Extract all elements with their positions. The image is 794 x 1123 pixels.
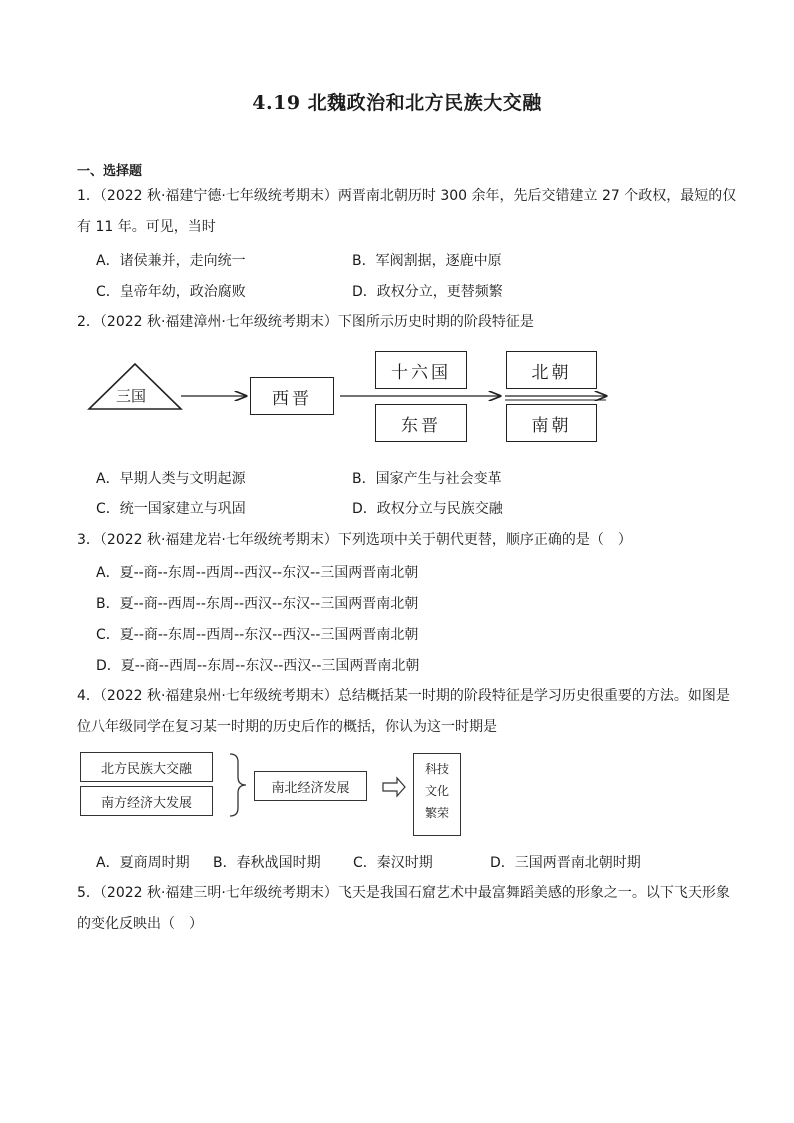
q3-option-d[interactable]: D．夏--商--西周--东周--东汉--西汉--三国两晋南北朝 (96, 658, 420, 674)
q1-stem-line2: 有 11 年。可见，当时 (77, 219, 216, 235)
q1-option-a[interactable]: A．诸侯兼并，走向统一 (96, 253, 246, 269)
q2-stem: 2．（2022 秋·福建漳州·七年级统考期末）下图所示历史时期的阶段特征是 (77, 314, 534, 330)
nanchao-box: 南朝 (506, 404, 597, 442)
dongjin-box: 东晋 (375, 404, 467, 442)
sci-culture-box (413, 753, 461, 836)
q2-option-c[interactable]: C．统一国家建立与巩固 (96, 501, 246, 517)
q2-option-b[interactable]: B．国家产生与社会变革 (352, 471, 502, 487)
xijin-box: 西晋 (250, 377, 334, 415)
page-title: 4.19 北魏政治和北方民族大交融 (252, 92, 542, 114)
q4-stem-line1: 4．（2022 秋·福建泉州·七年级统考期末）总结概括某一时期的阶段特征是学习历史很重要的方法。如图是 (77, 688, 730, 704)
section-heading: 一、选择题 (77, 164, 143, 179)
q2-option-a[interactable]: A．早期人类与文明起源 (96, 471, 246, 487)
q5-stem-line1: 5．（2022 秋·福建三明·七年级统考期末）飞天是我国石窟艺术中最富舞蹈美感的形象之一。以下飞天形象 (77, 885, 730, 901)
q4-option-b[interactable]: B．春秋战国时期 (213, 855, 321, 871)
hollow-arrow (383, 778, 405, 796)
south-economy-box: 南方经济大发展 (80, 786, 213, 816)
q1-option-d[interactable]: D．政权分立，更替频繁 (352, 284, 503, 300)
q3-option-a[interactable]: A．夏--商--东周--西周--西汉--东汉--三国两晋南北朝 (96, 565, 419, 581)
sci-label: 科技 (424, 762, 449, 776)
prosperity-label: 繁荣 (424, 806, 449, 820)
right-brace (230, 754, 246, 816)
q4-option-a[interactable]: A．夏商周时期 (96, 855, 190, 871)
q2-option-d[interactable]: D．政权分立与民族交融 (352, 501, 503, 517)
q3-stem: 3．（2022 秋·福建龙岩·七年级统考期末）下列选项中关于朝代更替，顺序正确的是（ ） (77, 532, 632, 548)
north-south-economy-box: 南北经济发展 (254, 771, 367, 801)
q1-option-b[interactable]: B．军阀割据，逐鹿中原 (352, 253, 502, 269)
q1-stem-line1: 1．（2022 秋·福建宁德·七年级统考期末）两晋南北朝历时 300 余年，先后交错建立 27 个政权，最短的仅 (77, 188, 737, 204)
sanguo-label: 三国 (116, 387, 147, 405)
north-fusion-box: 北方民族大交融 (80, 752, 213, 782)
q4-option-d[interactable]: D．三国两晋南北朝时期 (490, 855, 641, 871)
q4-stem-line2: 位八年级同学在复习某一时期的历史后作的概括，你认为这一时期是 (77, 719, 497, 735)
beichao-box: 北朝 (506, 351, 597, 389)
q4-option-c[interactable]: C．秦汉时期 (353, 855, 433, 871)
culture-label: 文化 (424, 784, 449, 798)
q1-option-c[interactable]: C．皇帝年幼，政治腐败 (96, 284, 246, 300)
q3-option-b[interactable]: B．夏--商--西周--东周--西汉--东汉--三国两晋南北朝 (96, 596, 419, 612)
q5-stem-line2: 的变化反映出（ ） (77, 916, 203, 932)
shiliuguo-box: 十六国 (375, 351, 467, 389)
q3-option-c[interactable]: C．夏--商--东周--西周--东汉--西汉--三国两晋南北朝 (96, 627, 419, 643)
